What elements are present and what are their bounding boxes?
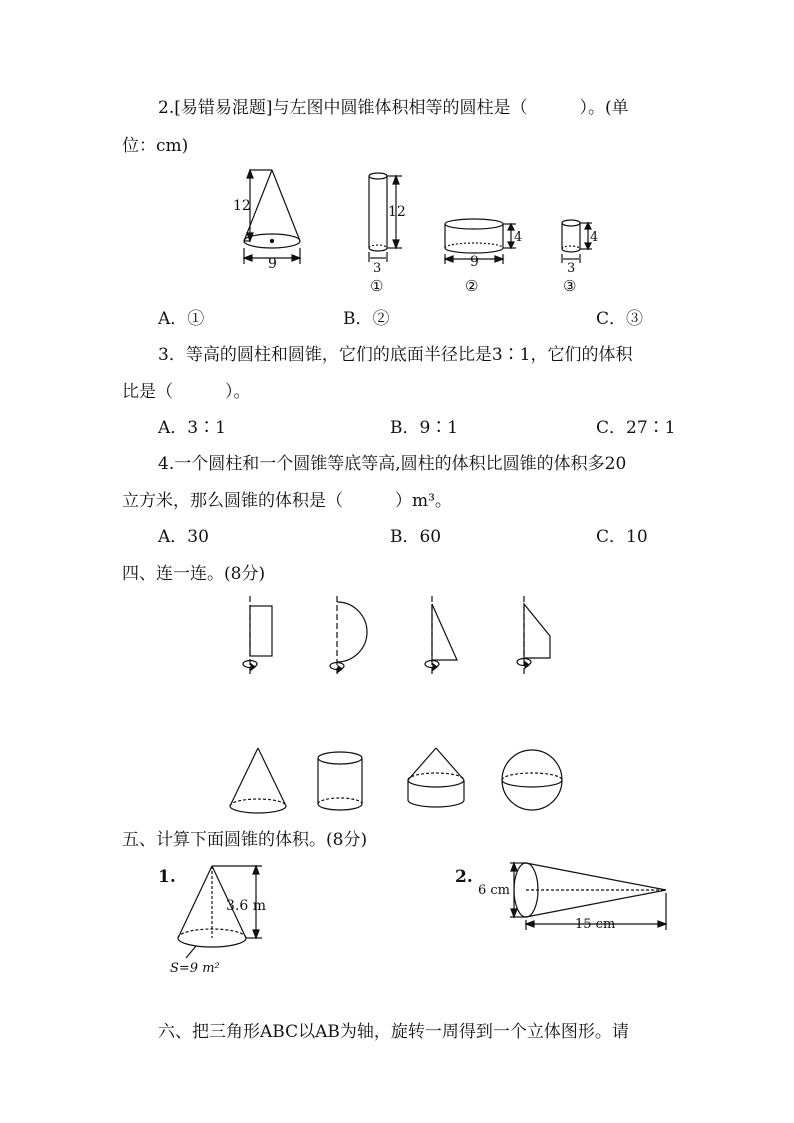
cylinder-2-figure <box>445 219 516 264</box>
q4-stem-line2 <box>122 489 452 513</box>
section4-title: 四、连一连。(8分) <box>122 564 266 584</box>
q3-stem-b: 比是（ <box>122 382 173 402</box>
rotation-triangle <box>425 596 457 676</box>
q2-option-a[interactable]: A．① <box>158 309 205 329</box>
cyl3-base-label: 3 <box>567 261 576 276</box>
rotation-rectangle <box>243 596 272 676</box>
q4-stem-c: ）m³。 <box>395 491 452 511</box>
fig2-length-label: 15 cm <box>575 917 616 932</box>
solid-cylinder <box>318 752 362 810</box>
cyl3-height-label: 4 <box>590 230 599 245</box>
q2-stem-end: ）。(单 <box>579 98 629 118</box>
cone-height-label: 12 <box>233 198 251 214</box>
cyl1-base-label: 3 <box>373 261 382 276</box>
section4-figures <box>0 590 794 890</box>
q2-tag: [易错易混题] <box>174 98 273 118</box>
q3-stem-c: ）。 <box>225 382 251 402</box>
fig1-number: 1. <box>158 867 176 887</box>
q2-unit: 位：cm) <box>122 136 189 156</box>
cone-figure <box>244 170 300 264</box>
q2-option-b[interactable]: B．② <box>343 309 390 329</box>
fig2-diameter-label: 6 cm <box>478 883 511 898</box>
section5-figures <box>0 856 794 976</box>
rotation-semicircle <box>330 596 367 676</box>
q2-option-c[interactable]: C．③ <box>596 309 644 329</box>
section5-title: 五、计算下面圆锥的体积。(8分) <box>122 830 368 850</box>
q2-figures <box>0 0 794 310</box>
cyl1-height-label: 12 <box>388 204 406 220</box>
cyl3-index-label: ③ <box>563 277 577 295</box>
section6-text: 六、把三角形ABC以AB为轴，旋转一周得到一个立体图形。请 <box>158 1022 629 1042</box>
fig1-base-label: S=9 m² <box>170 961 220 976</box>
cyl1-index-label: ① <box>370 277 384 295</box>
q4-option-b[interactable]: B．60 <box>390 527 442 547</box>
q2-number: 2. <box>158 98 175 118</box>
q4-option-a[interactable]: A．30 <box>158 527 209 547</box>
cyl2-height-label: 4 <box>514 230 523 245</box>
q3-stem-line2 <box>122 380 251 404</box>
cyl2-index-label: ② <box>465 277 479 295</box>
q3-option-c[interactable]: C．27∶1 <box>596 418 676 438</box>
fig2-number: 2. <box>455 867 473 887</box>
q4-stem: 4.一个圆柱和一个圆锥等底等高,圆柱的体积比圆锥的体积多20 <box>158 454 627 474</box>
fig1-height-label: 3.6 m <box>226 898 266 914</box>
q3-option-b[interactable]: B．9∶1 <box>390 418 459 438</box>
q3-option-a[interactable]: A．3∶1 <box>158 418 226 438</box>
q3-stem: 3．等高的圆柱和圆锥，它们的底面半径比是3∶1，它们的体积 <box>158 345 633 365</box>
solid-sphere <box>502 750 562 810</box>
q4-stem-b: 立方米，那么圆锥的体积是（ <box>122 491 343 511</box>
rotation-trapezoid <box>517 596 550 676</box>
cone-base-label: 9 <box>268 256 277 272</box>
cylinder-3-figure <box>562 220 592 263</box>
cyl2-base-label: 9 <box>470 254 479 270</box>
solid-cone-cylinder <box>408 748 464 807</box>
solid-cone <box>230 748 286 813</box>
q2-stem: 与左图中圆锥体积相等的圆柱是（ <box>272 98 528 118</box>
q4-option-c[interactable]: C．10 <box>596 527 648 547</box>
